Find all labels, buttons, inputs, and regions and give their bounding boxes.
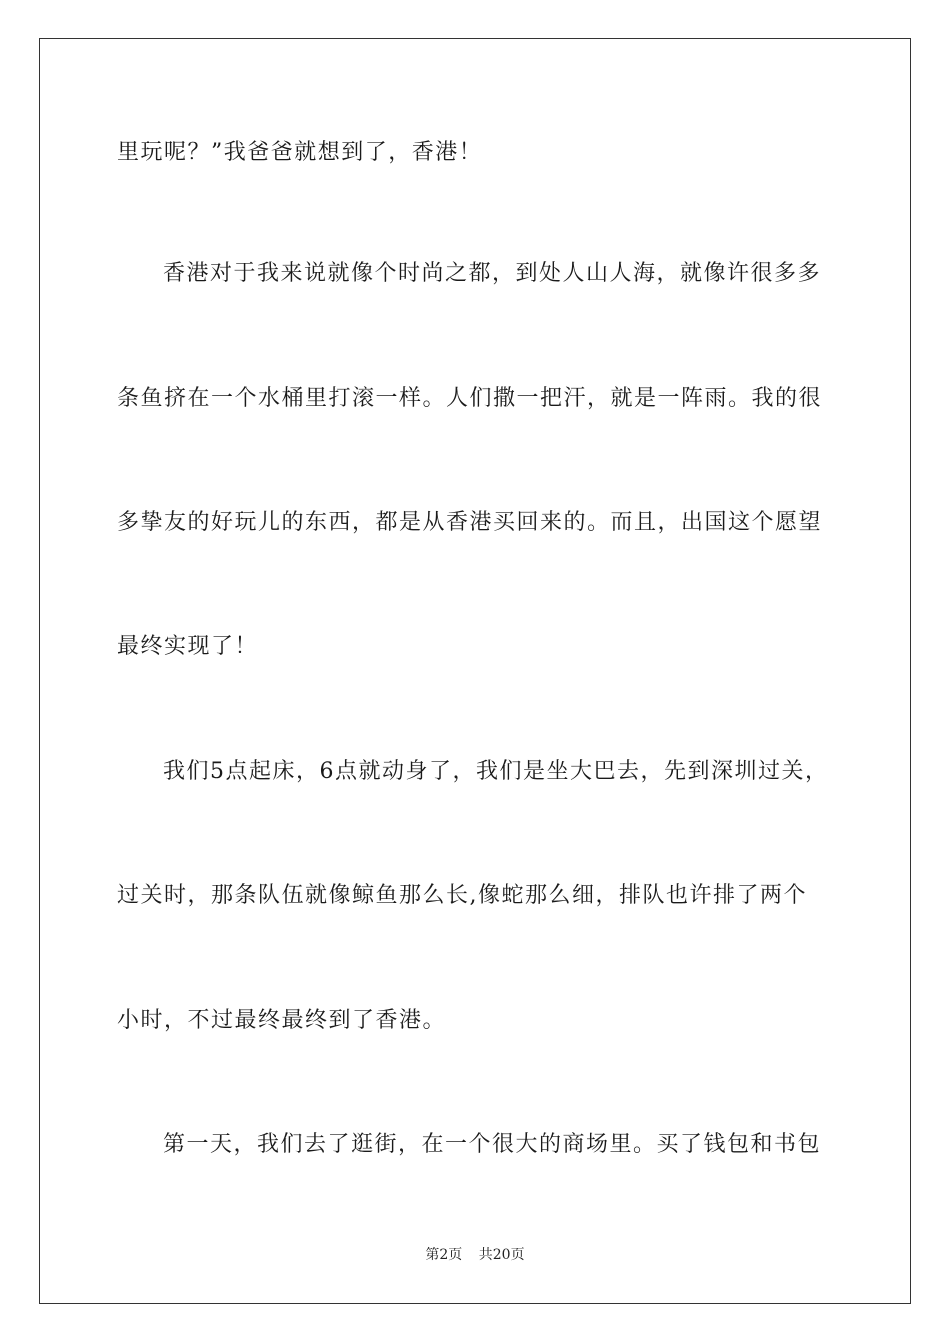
page-number-total: 共20页 bbox=[478, 1247, 525, 1263]
text-line-4: 多挚友的好玩儿的东西，都是从香港买回来的。而且，出国这个愿望 bbox=[117, 510, 823, 535]
text-line-5: 最终实现了！ bbox=[117, 634, 259, 659]
text-line-9: 第一天，我们去了逛街，在一个很大的商场里。买了钱包和书包 bbox=[163, 1132, 822, 1157]
page-footer bbox=[0, 1245, 950, 1265]
text-line-1: 里玩呢？”我爸爸就想到了，香港！ bbox=[117, 140, 483, 165]
page-border bbox=[39, 38, 911, 1304]
text-line-6: 我们5点起床，6点就动身了，我们是坐大巴去，先到深圳过关， bbox=[163, 759, 829, 784]
text-line-3: 条鱼挤在一个水桶里打滚一样。人们撒一把汗，就是一阵雨。我的很 bbox=[117, 386, 823, 411]
page-number-current: 第2页 bbox=[425, 1247, 463, 1263]
text-line-7: 过关时，那条队伍就像鲸鱼那么长,像蛇那么细，排队也许排了两个 bbox=[117, 883, 807, 908]
text-line-2: 香港对于我来说就像个时尚之都，到处人山人海，就像许很多多 bbox=[163, 261, 822, 286]
text-line-8: 小时，不过最终最终到了香港。 bbox=[117, 1008, 447, 1033]
